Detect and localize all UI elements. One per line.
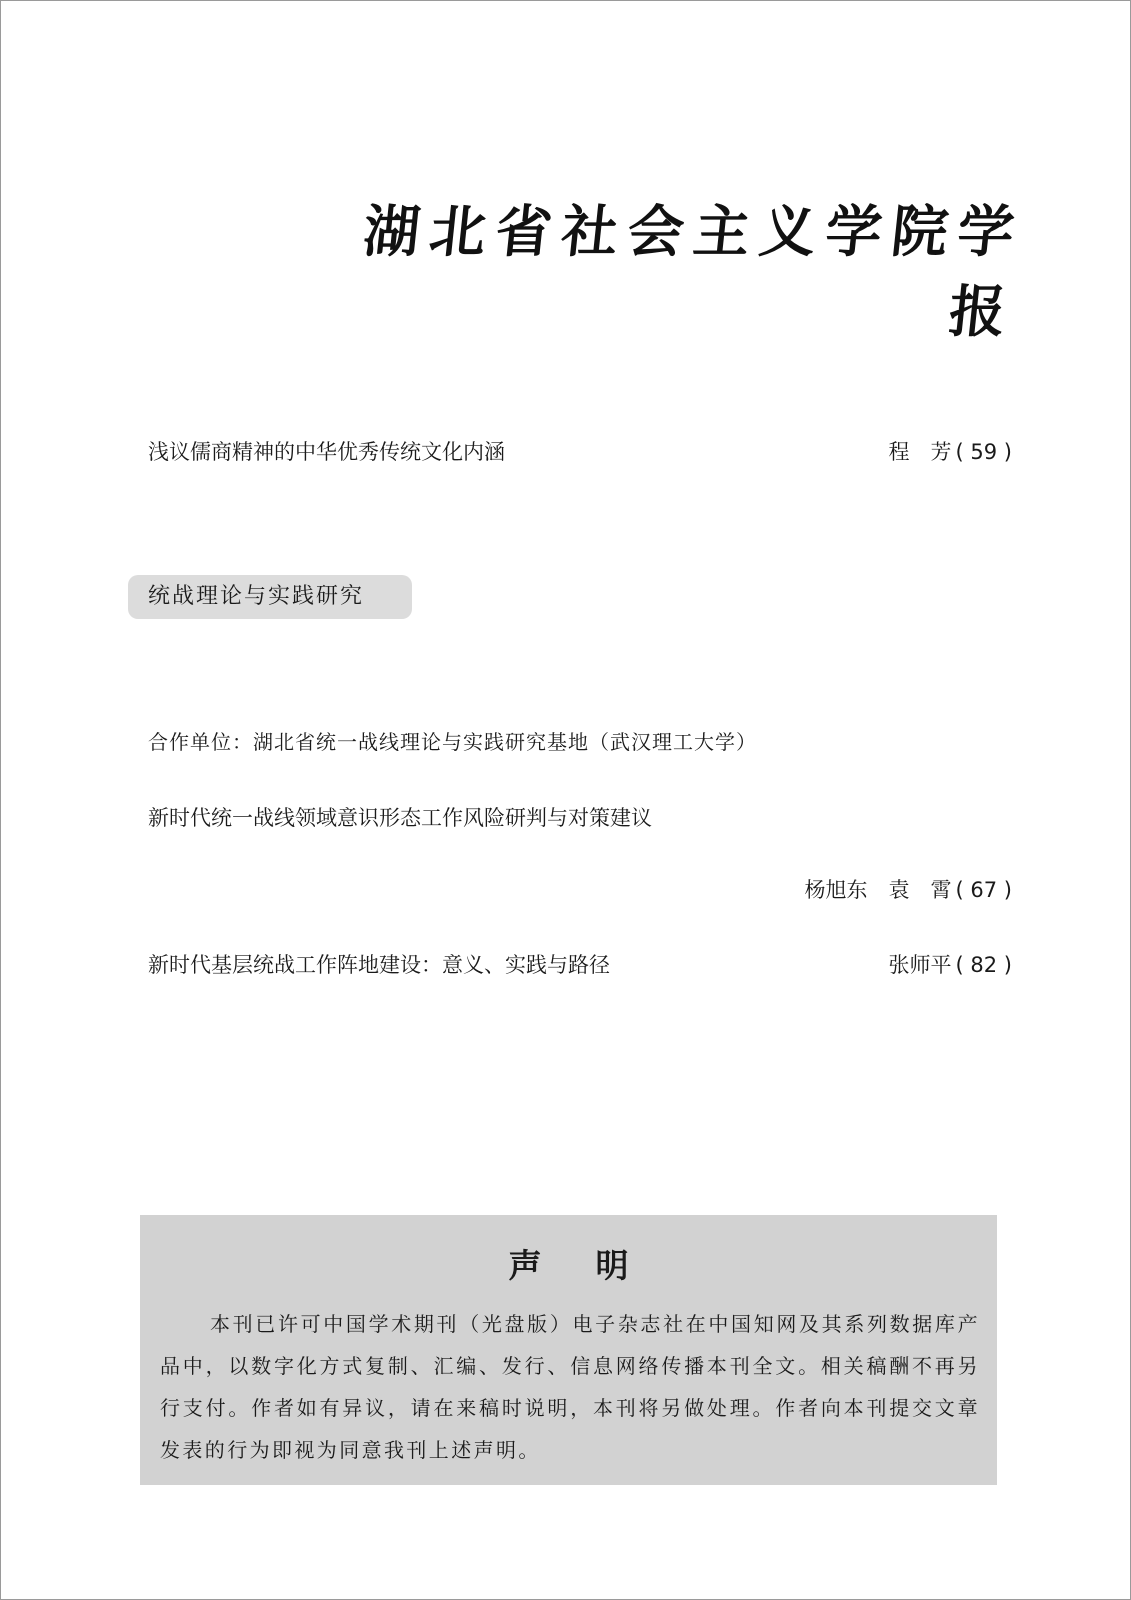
section-header: 统战理论与实践研究 xyxy=(128,575,412,619)
toc-entry-author xyxy=(805,873,1012,907)
partner-unit: 合作单位：湖北省统一战线理论与实践研究基地（武汉理工大学） xyxy=(148,730,757,754)
notice-box xyxy=(140,1215,997,1485)
author-name: 程 芳 xyxy=(888,440,952,464)
toc-entry-title[interactable]: 新时代统一战线领域意识形态工作风险研判与对策建议 xyxy=(148,806,652,830)
toc-entry-author xyxy=(889,435,1012,469)
page-number: ( 82 ) xyxy=(955,953,1012,977)
toc-entry-title[interactable]: 新时代基层统战工作阵地建设：意义、实践与路径 xyxy=(148,953,610,977)
page-number: ( 67 ) xyxy=(955,878,1012,902)
journal-title: 湖北省社会主义学院学报 xyxy=(360,199,1028,345)
toc-entry-author-row xyxy=(148,873,1012,907)
toc-entry[interactable] xyxy=(148,948,1012,982)
toc-entry[interactable] xyxy=(148,801,1012,835)
page-number: ( 59 ) xyxy=(955,440,1012,464)
toc-entry[interactable] xyxy=(148,435,1012,469)
toc-entry-author xyxy=(889,948,1012,982)
author-name: 杨旭东 袁 霄 xyxy=(804,878,952,902)
author-name: 张师平 xyxy=(888,953,952,977)
toc-entry-title[interactable]: 浅议儒商精神的中华优秀传统文化内涵 xyxy=(148,440,505,464)
notice-title: 声明 xyxy=(508,1246,683,1285)
notice-body: 本刊已许可中国学术期刊（光盘版）电子杂志社在中国知网及其系列数据库产品中，以数字化方式复制、汇编、发行、信息网络传播本刊全文。相关稿酬不再另行支付。作者如有异议，请在来稿时说明，本刊将另做处理。作者向本刊提交文章发表的行为即视为同意我刊上述声明。 xyxy=(160,1312,980,1462)
